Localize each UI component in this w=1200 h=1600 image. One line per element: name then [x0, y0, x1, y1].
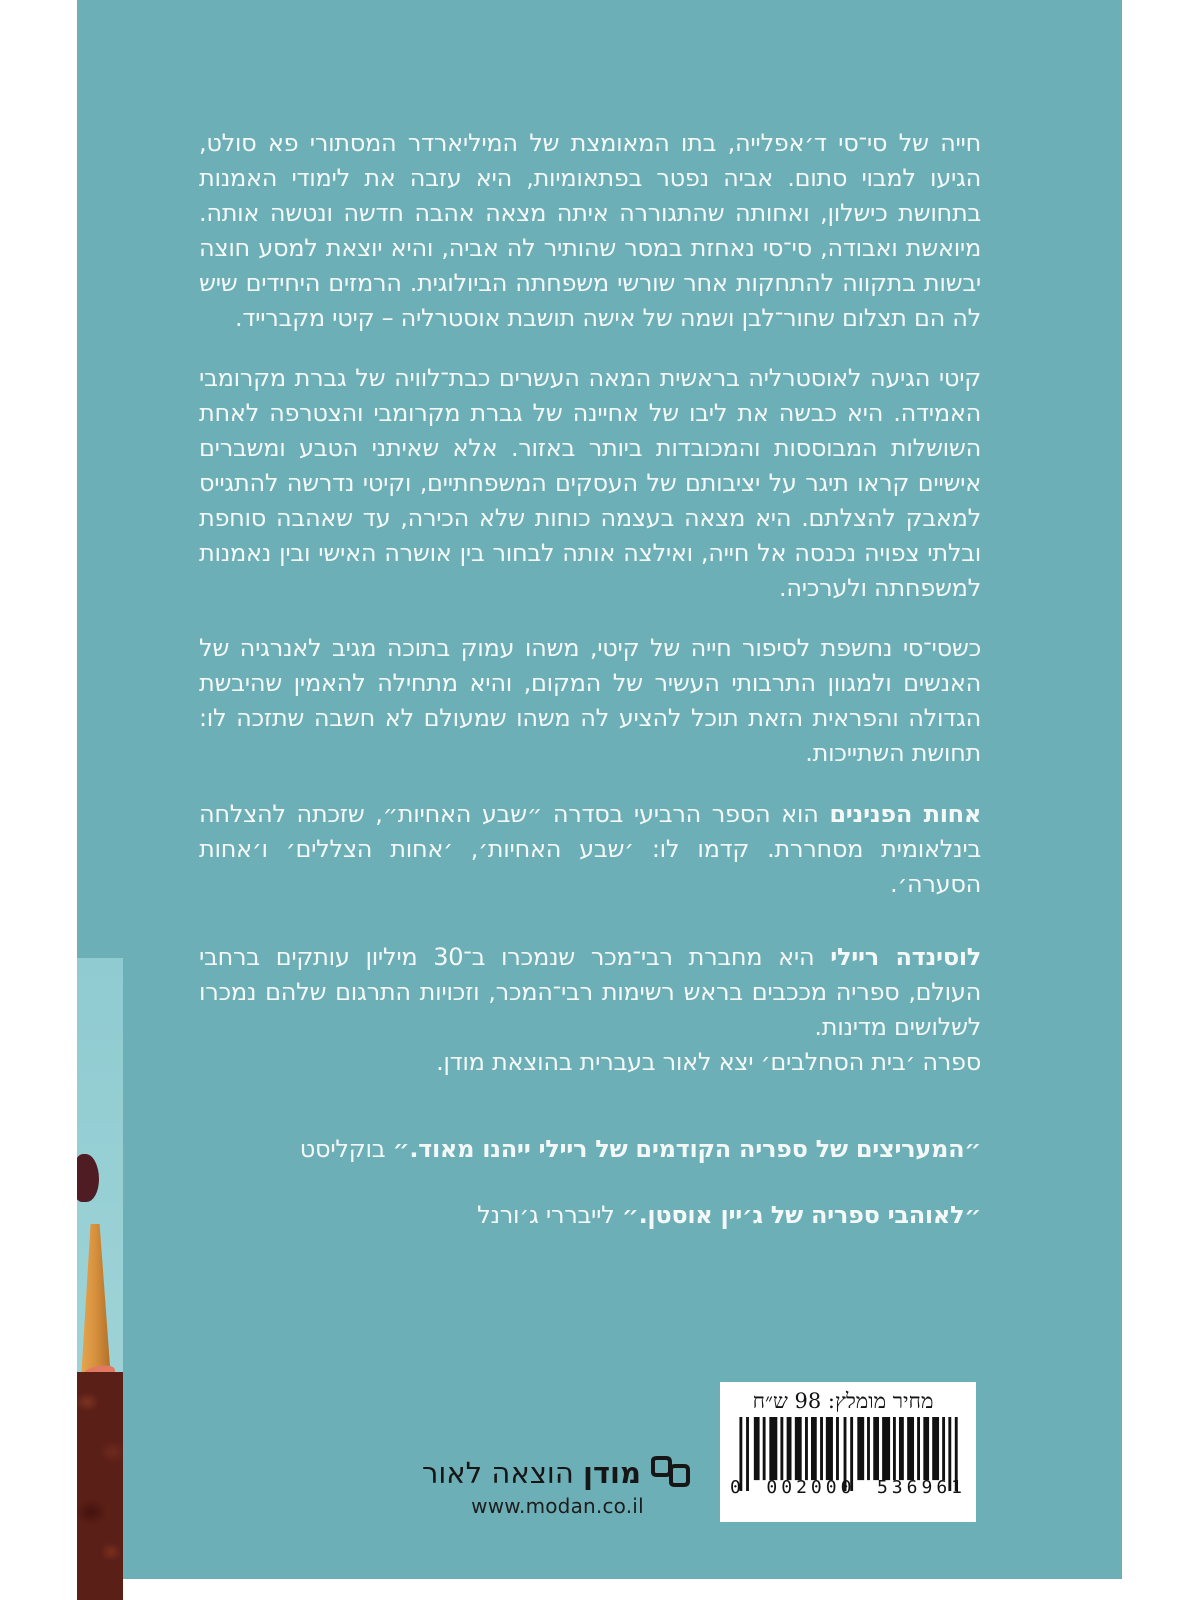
photo-flower-blob [77, 1154, 99, 1202]
photo-flower-mass [77, 1372, 123, 1600]
cover-photo-strip [77, 958, 123, 1600]
publisher-website: www.modan.co.il [471, 1494, 644, 1518]
review-source: לייבררי ג׳ורנל [477, 1201, 622, 1229]
publisher-name-bold: מודן [583, 1456, 641, 1490]
synopsis-paragraph-2: קיטי הגיעה לאוסטרליה בראשית המאה העשרים כבת־לוויה של גברת מקרומבי האמידה. היא כבשה את ליבו של אחיינה של גברת מקרומבי והצטרפה לאחת השושלות המבוססות והמכובדות ביותר באזור. אלא שאיתני הטבע ומשברים אישיים קראו תיגר על יציבותם של העסקים המשפחתיים, וקיטי נדרשה להתגייס למאבק להצלתם. היא מצאה בעצמה כוחות שלא הכירה, עד שאהבה סוחפת ובלתי צפויה נכנסה אל חייה, ואילצה אותה לבחור בין אושרה האישי ובין נאמנות למשפחתה ולערכיה. [199, 364, 981, 602]
review-source: בוקליסט [299, 1135, 393, 1163]
review-quote-library-journal [199, 1198, 981, 1233]
series-note-text: הוא הספר הרביעי בסדרה ״שבע האחיות״, שזכתה להצלחה בינלאומית מסחררת. קדמו לו: ׳שבע האחיות׳, ׳אחות הצללים׳ ו׳אחות הסערה׳. [199, 800, 981, 898]
photo-pole [81, 1224, 111, 1380]
author-name-lead: לוסינדה ריילי [830, 943, 981, 971]
publisher-name-rest: הוצאה לאור [422, 1456, 583, 1490]
author-bio-note: ספרה ׳בית הסחלבים׳ יצא לאור בעברית בהוצאת מודן. [436, 1048, 981, 1076]
review-quote-text: ״המעריצים של ספריה הקודמים של ריילי ייהנו מאוד.״ [392, 1135, 981, 1163]
barcode-box [720, 1382, 976, 1522]
book-title-lead: אחות הפנינים [829, 800, 981, 828]
synopsis-paragraph-1: חייה של סי־סי ד׳אפלייה, בתו המאומצת של המיליארדר המסתורי פא סולט, הגיעו למבוי סתום. אביה נפטר בפתאומיות, היא עזבה את לימודי האמנות בתחושת כישלון, ואחותה שהתגוררה איתה מצאה אהבה חדשה ונטשה אותה. מיואשת ואבודה, סי־סי נאחזת במסר שהותיר לה אביה, והיא יוצאת למסע חוצה יבשות בתקווה להתחקות אחר שורשי משפחתה הביולוגית. הרמזים היחידים שיש לה הם תצלום שחור־לבן ושמה של אישה תושבת אוסטרליה – קיטי מקברייד. [199, 129, 981, 332]
barcode-digit-group-1: 002000 [766, 1477, 856, 1498]
blurb-column [199, 0, 981, 1264]
publisher-imprint [422, 1455, 680, 1518]
back-cover-panel [77, 0, 1122, 1579]
synopsis-paragraph-3: כשסי־סי נחשפת לסיפור חייה של קיטי, משהו עמוק בתוכה מגיב לאנרגיה של האנשים ולמגוון התרבותי העשיר של המקום, והיא מתחילה להאמין שהיבשת הגדולה והפראית הזאת תוכל להציע לה משהו שמעולם לא חשבה שתזכה לו: תחושת השתייכות. [199, 634, 981, 767]
series-note-paragraph [199, 797, 981, 902]
author-bio-text: היא מחברת רבי־מכר שנמכרו ב־30 מיליון עותקים ברחבי העולם, ספריה מככבים בראש רשימות רבי־המכר, וזכויות התרגום שלהם נמכרו לשלושים מדינות. [199, 943, 981, 1041]
publisher-logo-row [422, 1455, 680, 1491]
barcode-digits [730, 1477, 966, 1498]
author-bio-paragraph [199, 940, 981, 1045]
review-quote-booklist [199, 1132, 981, 1167]
modan-open-book-logo-icon [649, 1455, 693, 1491]
barcode-digit-prefix: 0 [730, 1477, 745, 1498]
review-quote-text: ״לאוהבי ספריה של ג׳יין אוסטן.״ [621, 1201, 981, 1229]
publisher-name [422, 1456, 641, 1490]
barcode-digit-group-2: 536961 [876, 1477, 966, 1498]
recommended-price-label: מחיר מומלץ: 98 ש״ח [752, 1389, 934, 1413]
